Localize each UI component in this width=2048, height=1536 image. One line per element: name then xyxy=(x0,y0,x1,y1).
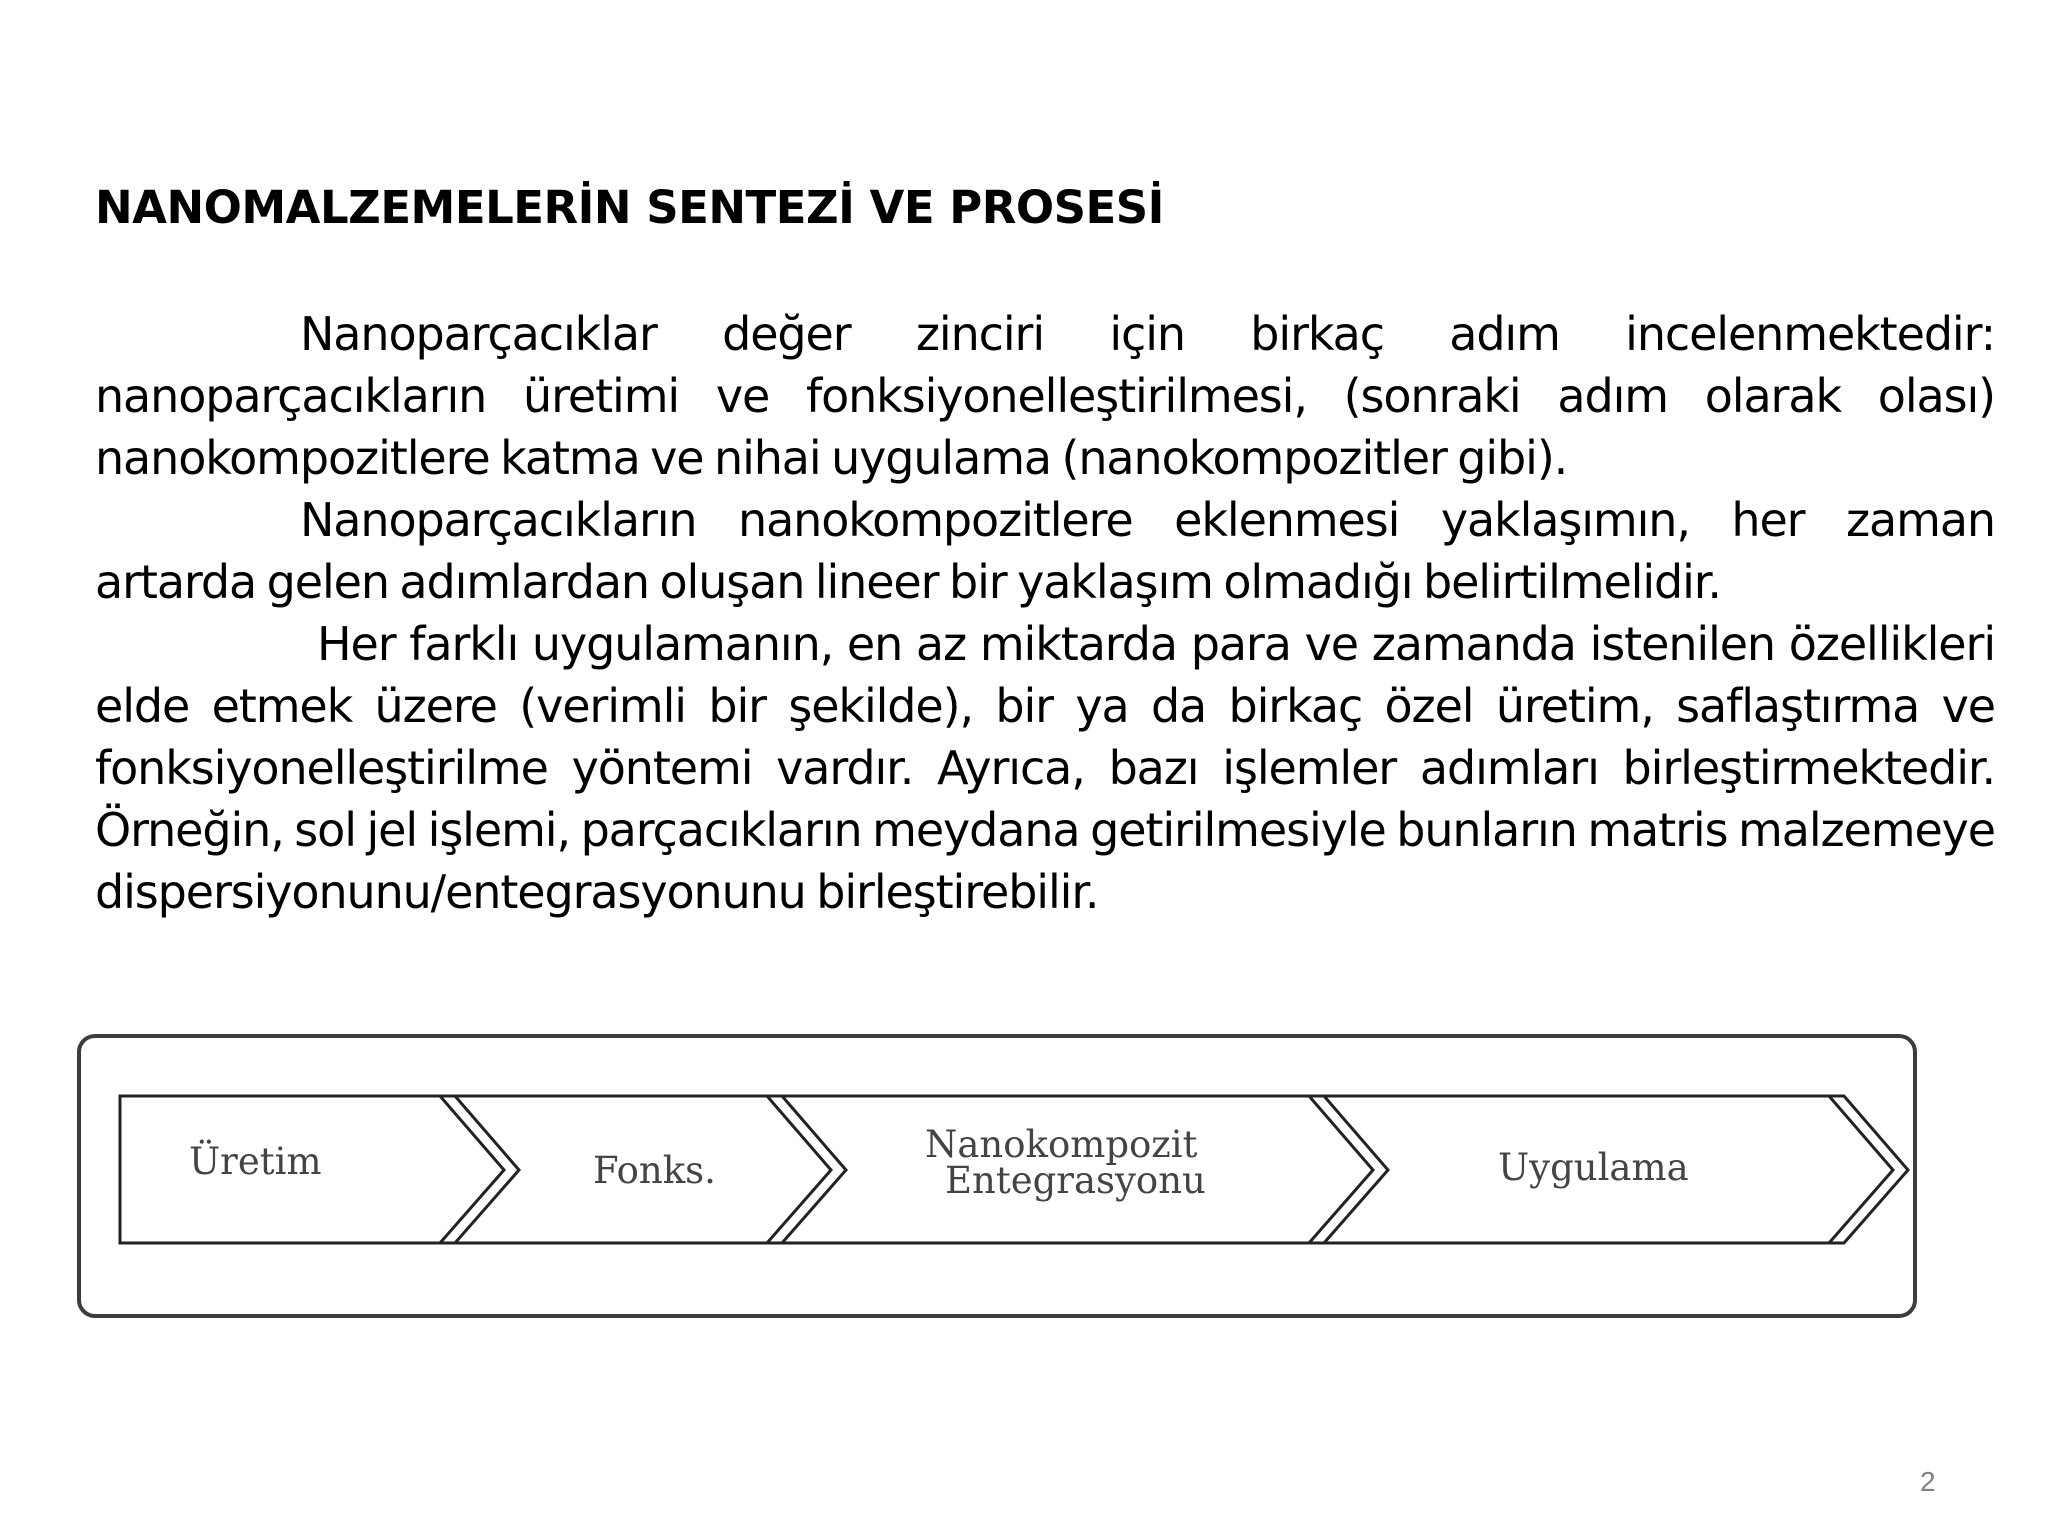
step-label-nanokompozit: Nanokompozit xyxy=(925,1123,1198,1166)
step-label-uygulama: Uygulama xyxy=(1498,1146,1689,1189)
step-label-uretim: Üretim xyxy=(189,1140,322,1183)
process-flow-diagram xyxy=(76,1033,1918,1319)
paragraph-methods: Her farklı uygulamanın, en az miktarda para ve zamanda istenilen özellikleri elde etmek üzere (verimli bir şekilde), bir ya da birkaç özel üretim, saflaştırma ve fonksiyonelleştirilme yöntemi vardır. Ayrıca, bazı işlemler adımları birleştirmektedir. Örneğin, sol jel işlemi, parçacıkların meydana getirilmesiyle bunların matris malzemeye dispersiyonunu/entegrasyonunu birleştirebilir. xyxy=(95,617,1995,919)
paragraph-value-chain: Nanoparçacıklar değer zinciri için birkaç adım incelenmektedir: nanoparçacıkların üretimi ve fonksiyonelleştirilmesi, (sonraki adım olarak olası) nanokompozitlere katma ve nihai uygulama (nanokompozitler gibi). xyxy=(95,307,1995,485)
body-text xyxy=(95,303,1995,923)
step-nanokompozit-entegrasyonu xyxy=(767,1096,1396,1243)
step-label-fonks: Fonks. xyxy=(593,1149,716,1192)
slide-title: NANOMALZEMELERİN SENTEZİ VE PROSESİ xyxy=(95,181,1164,234)
step-label-entegrasyonu: Entegrasyonu xyxy=(945,1159,1206,1202)
page-number: 2 xyxy=(1920,1466,1936,1497)
step-uretim xyxy=(120,1096,514,1243)
step-uygulama xyxy=(1309,1096,1908,1243)
paragraph-nonlinear-approach: Nanoparçacıkların nanokompozitlere eklenmesi yaklaşımın, her zaman artarda gelen adımlardan oluşan lineer bir yaklaşım olmadığı belirtilmelidir. xyxy=(95,493,1995,609)
